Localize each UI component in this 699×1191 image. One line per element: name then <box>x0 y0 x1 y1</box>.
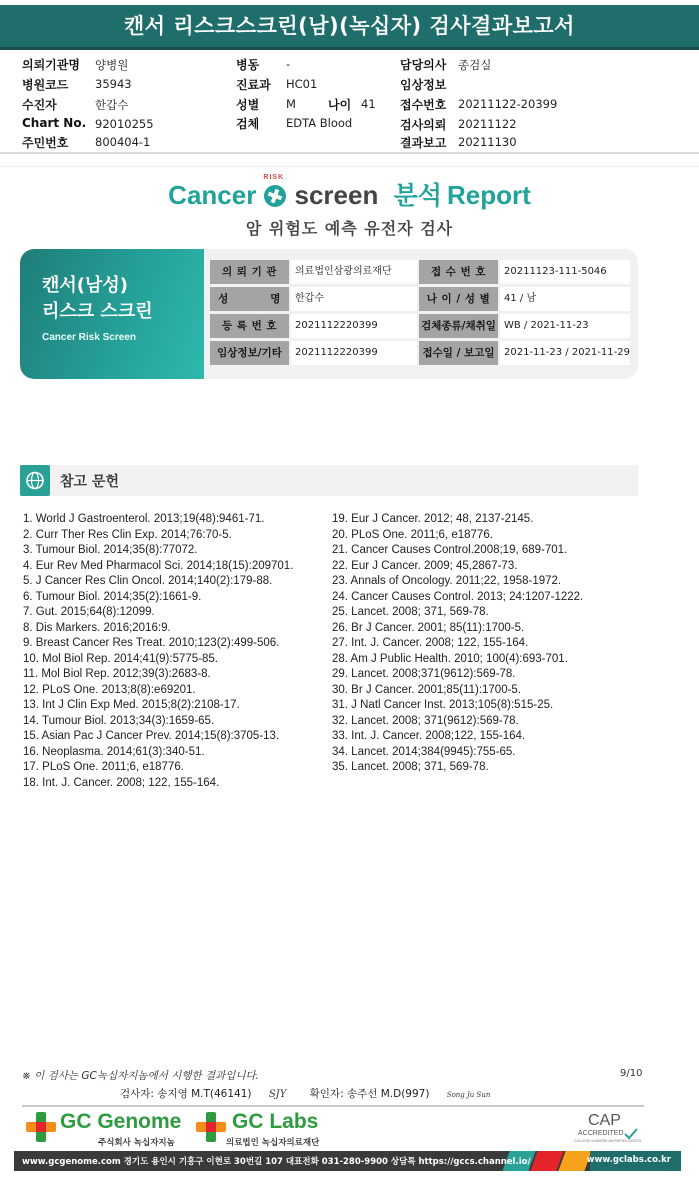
cancer-risk-screen-logo <box>0 176 699 220</box>
header-divider <box>0 152 699 154</box>
card-value: 2021-11-23 / 2021-11-29 <box>500 341 630 365</box>
card-label: 접수일 / 보고일 <box>419 341 498 365</box>
reference-item: 20. PLoS One. 2011;6, e18776. <box>332 528 493 541</box>
value-resident-no: 800404-1 <box>95 135 151 149</box>
card-title-line1: 캔서(남성) <box>42 275 129 296</box>
card-title-english: Cancer Risk Screen <box>42 332 136 343</box>
gc-labs-name: GC Labs <box>232 1110 319 1133</box>
patient-summary-card <box>20 249 638 379</box>
card-label: 의 뢰 기 관 <box>210 260 289 284</box>
report-title-banner: 캔서 리스크스크린(남)(녹십자) 검사결과보고서 <box>0 5 699 47</box>
signature-line <box>120 1086 490 1101</box>
reference-item: 11. Mol Biol Rep. 2012;39(3):2683-8. <box>23 668 211 680</box>
card-value: 20211123-111-5046 <box>500 260 630 284</box>
card-label: 나 이 / 성 별 <box>419 287 498 311</box>
reference-item: 28. Am J Public Health. 2010; 100(4):693-701. <box>332 652 568 665</box>
card-value: 2021112220399 <box>291 341 417 365</box>
value-chart-no: 92010255 <box>95 117 154 131</box>
card-label: 검체종류/채취일 <box>419 314 498 338</box>
value-receipt-no: 20211122-20399 <box>458 97 558 111</box>
cap-org-text: COLLEGE of AMERICAN PATHOLOGISTS <box>574 1139 642 1143</box>
value-hospital-code: 35943 <box>95 77 132 91</box>
logo-analysis-word: 분석 <box>393 181 442 210</box>
footer-contact-bar <box>14 1151 681 1171</box>
gc-genome-sub: 주식회사 녹십자지놈 <box>98 1138 175 1148</box>
reference-item: 19. Eur J Cancer. 2012; 48, 2137-2145. <box>332 513 534 525</box>
footer-note: ※ 이 검사는 GC녹십자지놈에서 시행한 결과입니다. <box>22 1070 260 1082</box>
header-info <box>0 0 699 160</box>
reference-item: 8. Dis Markers. 2016;2016:9. <box>23 621 171 634</box>
reference-item: 4. Eur Rev Med Pharmacol Sci. 2014;18(15):209701. <box>23 559 294 572</box>
confirmer-name: 확인자: 송주선 M.D(997) <box>309 1088 430 1100</box>
gc-cross-icon <box>26 1112 56 1142</box>
label-sex: 성별 <box>236 98 260 112</box>
reference-item: 17. PLoS One. 2011;6, e18776. <box>23 761 184 773</box>
label-clinical-info: 임상정보 <box>400 78 447 92</box>
card-label: 성 명 <box>210 287 289 311</box>
value-patient: 한갑수 <box>95 98 129 112</box>
reference-item: 31. J Natl Cancer Inst. 2013;105(8):515-25. <box>332 699 554 711</box>
card-label: 등 록 번 호 <box>210 314 289 338</box>
value-department: HC01 <box>286 77 318 91</box>
cap-accredited-badge <box>574 1112 644 1148</box>
label-specimen: 검체 <box>236 117 260 131</box>
reference-item: 16. Neoplasma. 2014;61(3):340-51. <box>23 745 205 758</box>
reference-item: 23. Annals of Oncology. 2011;22, 1958-1972. <box>332 575 562 587</box>
label-department: 진료과 <box>236 78 271 92</box>
examiner-name: 검사자: 송지영 M.T(46141) <box>120 1088 252 1100</box>
logo-screen-word: screen <box>294 180 379 210</box>
label-age: 나이 <box>328 98 352 112</box>
value-test-request: 20211122 <box>458 117 517 131</box>
value-specimen: EDTA Blood <box>286 116 353 130</box>
page-subtitle: 암 위험도 예측 유전자 검사 <box>245 219 454 238</box>
logo-plus-icon <box>261 174 289 206</box>
card-value: 2021112220399 <box>291 314 417 338</box>
label-test-request: 검사의뢰 <box>400 118 447 132</box>
card-value: 의료법인삼광의료재단 <box>291 260 417 284</box>
reference-item: 22. Eur J Cancer. 2009; 45,2867-73. <box>332 559 518 572</box>
gc-labs-sub: 의료법인 녹십자의료재단 <box>226 1138 320 1148</box>
reference-item: 7. Gut. 2015;64(8):12099. <box>23 606 155 618</box>
references-section-header <box>20 465 638 496</box>
reference-item: 1. World J Gastroenterol. 2013;19(48):9461-71. <box>23 513 265 525</box>
label-receipt-no: 접수번호 <box>400 98 447 112</box>
label-hospital-code: 병원코드 <box>22 78 69 92</box>
card-title-panel <box>20 249 204 379</box>
label-requesting-institution: 의뢰기관명 <box>22 58 80 72</box>
card-title-line2: 리스크 스크린 <box>42 301 153 322</box>
reference-item: 2. Curr Ther Res Clin Exp. 2014;76:70-5. <box>23 528 232 541</box>
label-doctor: 담당의사 <box>400 58 447 72</box>
reference-item: 3. Tumour Biol. 2014;35(8):77072. <box>23 544 198 556</box>
footer-divider <box>22 1105 644 1107</box>
cap-text: CAP <box>588 1112 621 1129</box>
examiner-signature: SJY <box>268 1089 287 1100</box>
reference-item: 14. Tumour Biol. 2013;34(3):1659-65. <box>23 714 215 727</box>
dna-globe-icon <box>20 465 50 496</box>
card-label: 임상정보/기타 <box>210 341 289 365</box>
confirmer-signature: Song Ju Sun <box>446 1091 491 1099</box>
value-doctor: 종검실 <box>458 58 492 72</box>
gc-cross-icon <box>196 1112 226 1142</box>
reference-item: 29. Lancet. 2008;371(9612):569-78. <box>332 668 516 680</box>
reference-item: 6. Tumour Biol. 2014;35(2):1661-9. <box>23 590 202 603</box>
reference-item: 15. Asian Pac J Cancer Prev. 2014;15(8):3705-13. <box>23 730 280 742</box>
reference-item: 25. Lancet. 2008; 371, 569-78. <box>332 606 489 618</box>
gc-labs-logo <box>196 1110 366 1148</box>
value-sex: M <box>286 97 296 111</box>
label-patient: 수진자 <box>22 98 57 112</box>
logo-risk-word: RISK <box>263 174 285 181</box>
label-ward: 병동 <box>236 58 260 72</box>
value-age: 41 <box>361 97 376 111</box>
header-divider-light <box>0 166 699 167</box>
page-number: 9/10 <box>620 1068 643 1079</box>
value-ward: - <box>286 57 291 71</box>
value-requesting-institution: 양병원 <box>95 58 129 72</box>
reference-item: 10. Mol Biol Rep. 2014;41(9):5775-85. <box>23 652 218 665</box>
reference-item: 30. Br J Cancer. 2001;85(11):1700-5. <box>332 683 522 696</box>
reference-item: 21. Cancer Causes Control.2008;19, 689-701. <box>332 544 568 556</box>
card-label: 접 수 번 호 <box>419 260 498 284</box>
references-left-column <box>23 512 293 791</box>
gc-genome-name: GC Genome <box>60 1110 182 1133</box>
reference-item: 34. Lancet. 2014;384(9945):755-65. <box>332 745 516 758</box>
reference-item: 26. Br J Cancer. 2001; 85(11):1700-5. <box>332 621 525 634</box>
cap-accredited-text: ACCREDITED <box>578 1130 624 1137</box>
logo-report-word: Report <box>447 180 531 210</box>
value-result-report: 20211130 <box>458 135 517 149</box>
reference-item: 18. Int. J. Cancer. 2008; 122, 155-164. <box>23 776 220 789</box>
card-value: 한갑수 <box>291 287 417 311</box>
footer-website-link[interactable]: www.gclabs.co.kr <box>586 1155 671 1165</box>
reference-item: 24. Cancer Causes Control. 2013; 24:1207-1222. <box>332 590 584 603</box>
references-title: 참고 문헌 <box>60 474 119 490</box>
reference-item: 35. Lancet. 2008; 371, 569-78. <box>332 761 489 773</box>
reference-item: 9. Breast Cancer Res Treat. 2010;123(2):499-506. <box>23 637 280 649</box>
logo-cancer-word: Cancer <box>168 180 257 210</box>
references-right-column <box>332 512 583 776</box>
reference-item: 13. Int J Clin Exp Med. 2015;8(2):2108-17. <box>23 699 240 711</box>
label-resident-no: 주민번호 <box>22 136 69 150</box>
gc-genome-logo <box>26 1110 206 1148</box>
reference-item: 32. Lancet. 2008; 371(9612):569-78. <box>332 714 519 727</box>
reference-item: 33. Int. J. Cancer. 2008;122, 155-164. <box>332 730 526 742</box>
reference-item: 12. PLoS One. 2013;8(8):e69201. <box>23 683 196 696</box>
footer-contact-text: www.gcgenome.com 경기도 용인시 기흥구 이현로 30번길 107 대표전화 031-280-9900 상담톡 https://gccs.channel.io/ <box>22 1157 531 1167</box>
card-value: WB / 2021-11-23 <box>500 314 630 338</box>
label-result-report: 결과보고 <box>400 136 447 150</box>
label-chart-no: Chart No. <box>22 116 87 130</box>
reference-item: 27. Int. J. Cancer. 2008; 122, 155-164. <box>332 637 529 649</box>
reference-item: 5. J Cancer Res Clin Oncol. 2014;140(2):179-88. <box>23 575 273 587</box>
card-value: 41 / 남 <box>500 287 630 311</box>
